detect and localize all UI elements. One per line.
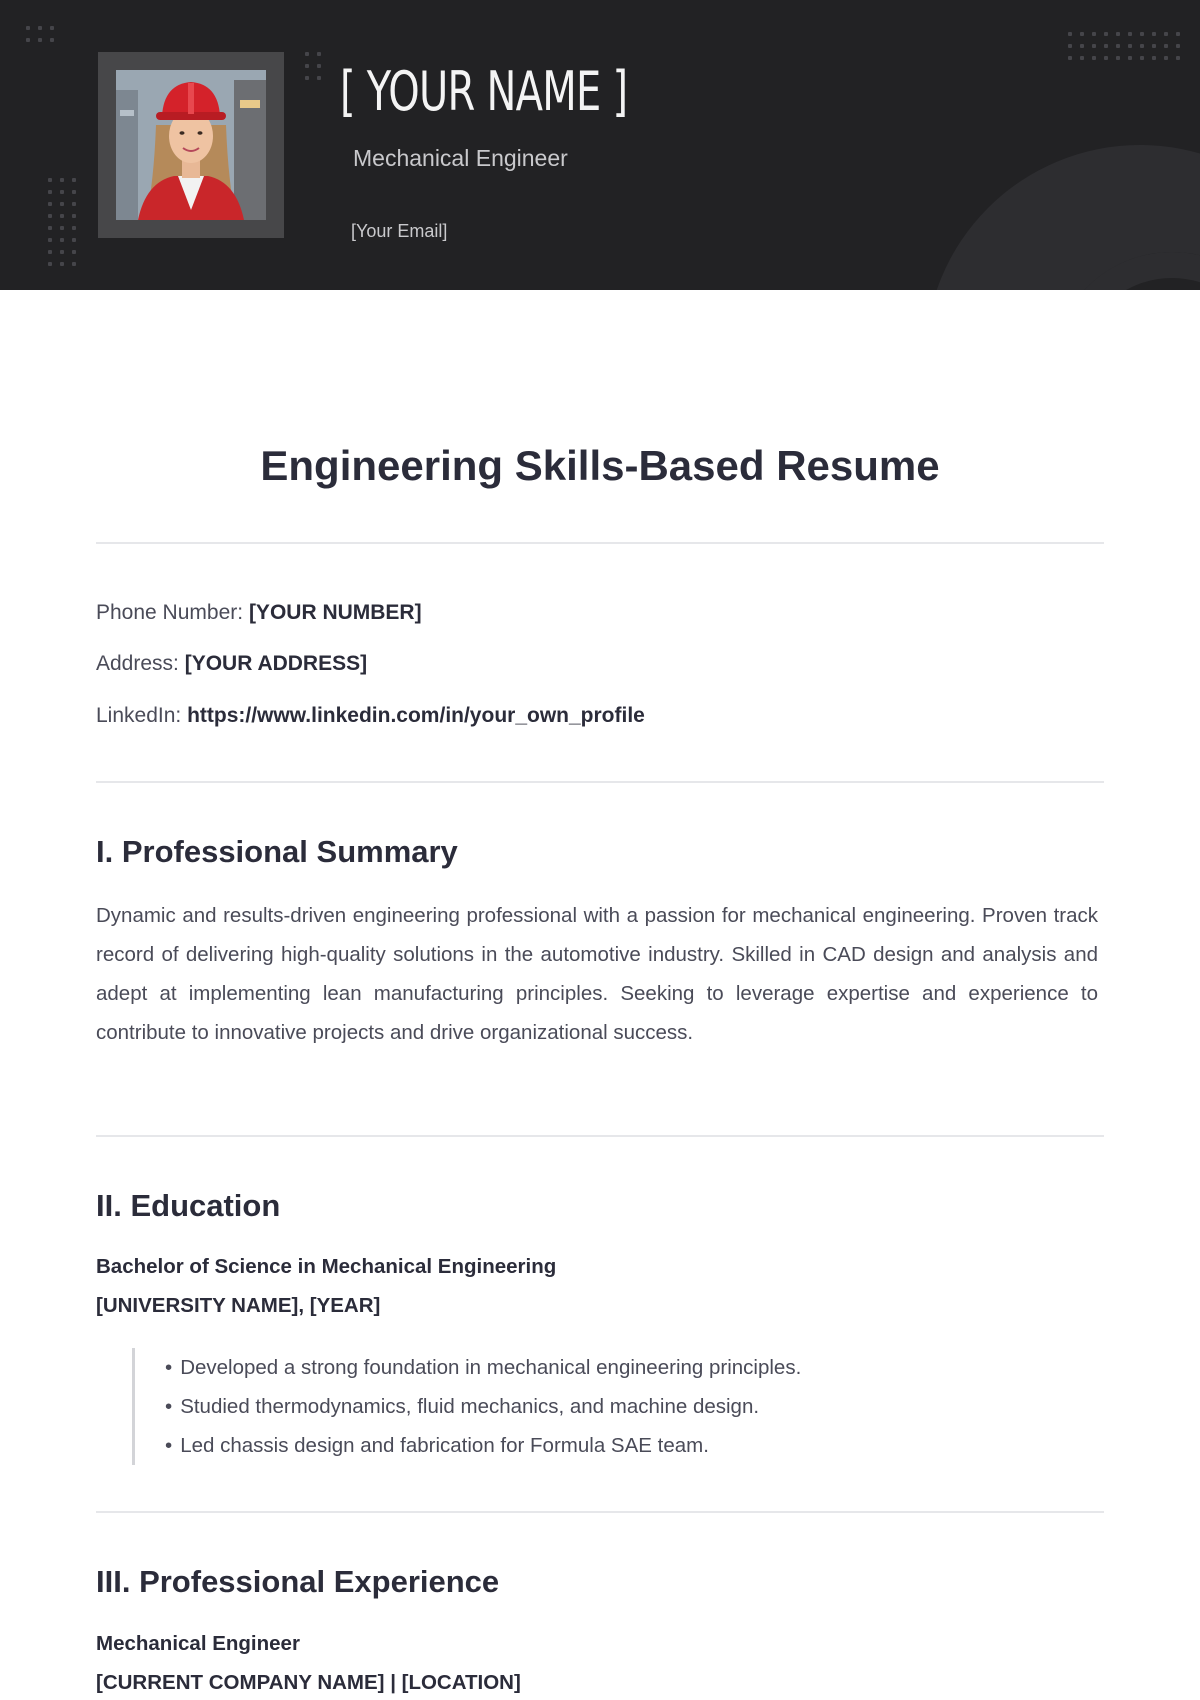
decorative-dots — [26, 26, 54, 42]
engineer-portrait-image — [116, 70, 266, 220]
candidate-name: [ YOUR NAME ] — [340, 60, 628, 123]
profile-photo-frame — [98, 52, 284, 238]
divider — [96, 781, 1104, 783]
linkedin-link[interactable]: https://www.linkedin.com/in/your_own_profile — [187, 704, 645, 727]
summary-text: Dynamic and results-driven engineering professional with a passion for mechanical engineering. Proven track record of delivering high-quality solutions in the automotive industry. Skilled in CAD design and analysis and adept at implementing lean manufacturing principles. Seeking to leverage expertise and experience to contribute to innovative projects and drive organizational success. — [96, 904, 1098, 1044]
section-heading-experience: III. Professional Experience — [96, 1564, 500, 1599]
section-heading-summary: I. Professional Summary — [96, 834, 458, 869]
contact-linkedin — [96, 704, 645, 728]
divider — [96, 1511, 1104, 1513]
list-item: • Developed a strong foundation in mechanical engineering principles. — [165, 1348, 801, 1387]
experience-position: Mechanical Engineer — [96, 1632, 300, 1655]
divider — [96, 1135, 1104, 1137]
education-degree: Bachelor of Science in Mechanical Engineering — [96, 1255, 557, 1278]
linkedin-label: LinkedIn: — [96, 704, 182, 727]
decorative-dots — [48, 178, 76, 266]
candidate-role: Mechanical Engineer — [353, 145, 568, 171]
phone-value: [YOUR NUMBER] — [248, 601, 422, 624]
decorative-dots — [1068, 32, 1180, 60]
list-item: • Led chassis design and fabrication for Formula SAE team. — [165, 1426, 801, 1465]
decorative-dots — [305, 52, 321, 80]
contact-address — [96, 652, 367, 676]
address-value: [YOUR ADDRESS] — [184, 652, 368, 675]
divider — [96, 542, 1104, 544]
resume-header — [0, 0, 1200, 290]
profile-photo — [116, 70, 266, 220]
document-title: Engineering Skills-Based Resume — [260, 442, 940, 489]
candidate-email: [Your Email] — [351, 221, 448, 241]
section-heading-education: II. Education — [96, 1188, 281, 1223]
contact-phone — [96, 601, 422, 625]
list-item: • Studied thermodynamics, fluid mechanics, and machine design. — [165, 1387, 801, 1426]
experience-company: [CURRENT COMPANY NAME] | [LOCATION] — [96, 1671, 521, 1694]
address-label: Address: — [96, 652, 179, 675]
education-institution: [UNIVERSITY NAME], [YEAR] — [96, 1294, 381, 1317]
phone-label: Phone Number: — [96, 601, 244, 624]
education-highlights — [132, 1348, 801, 1465]
